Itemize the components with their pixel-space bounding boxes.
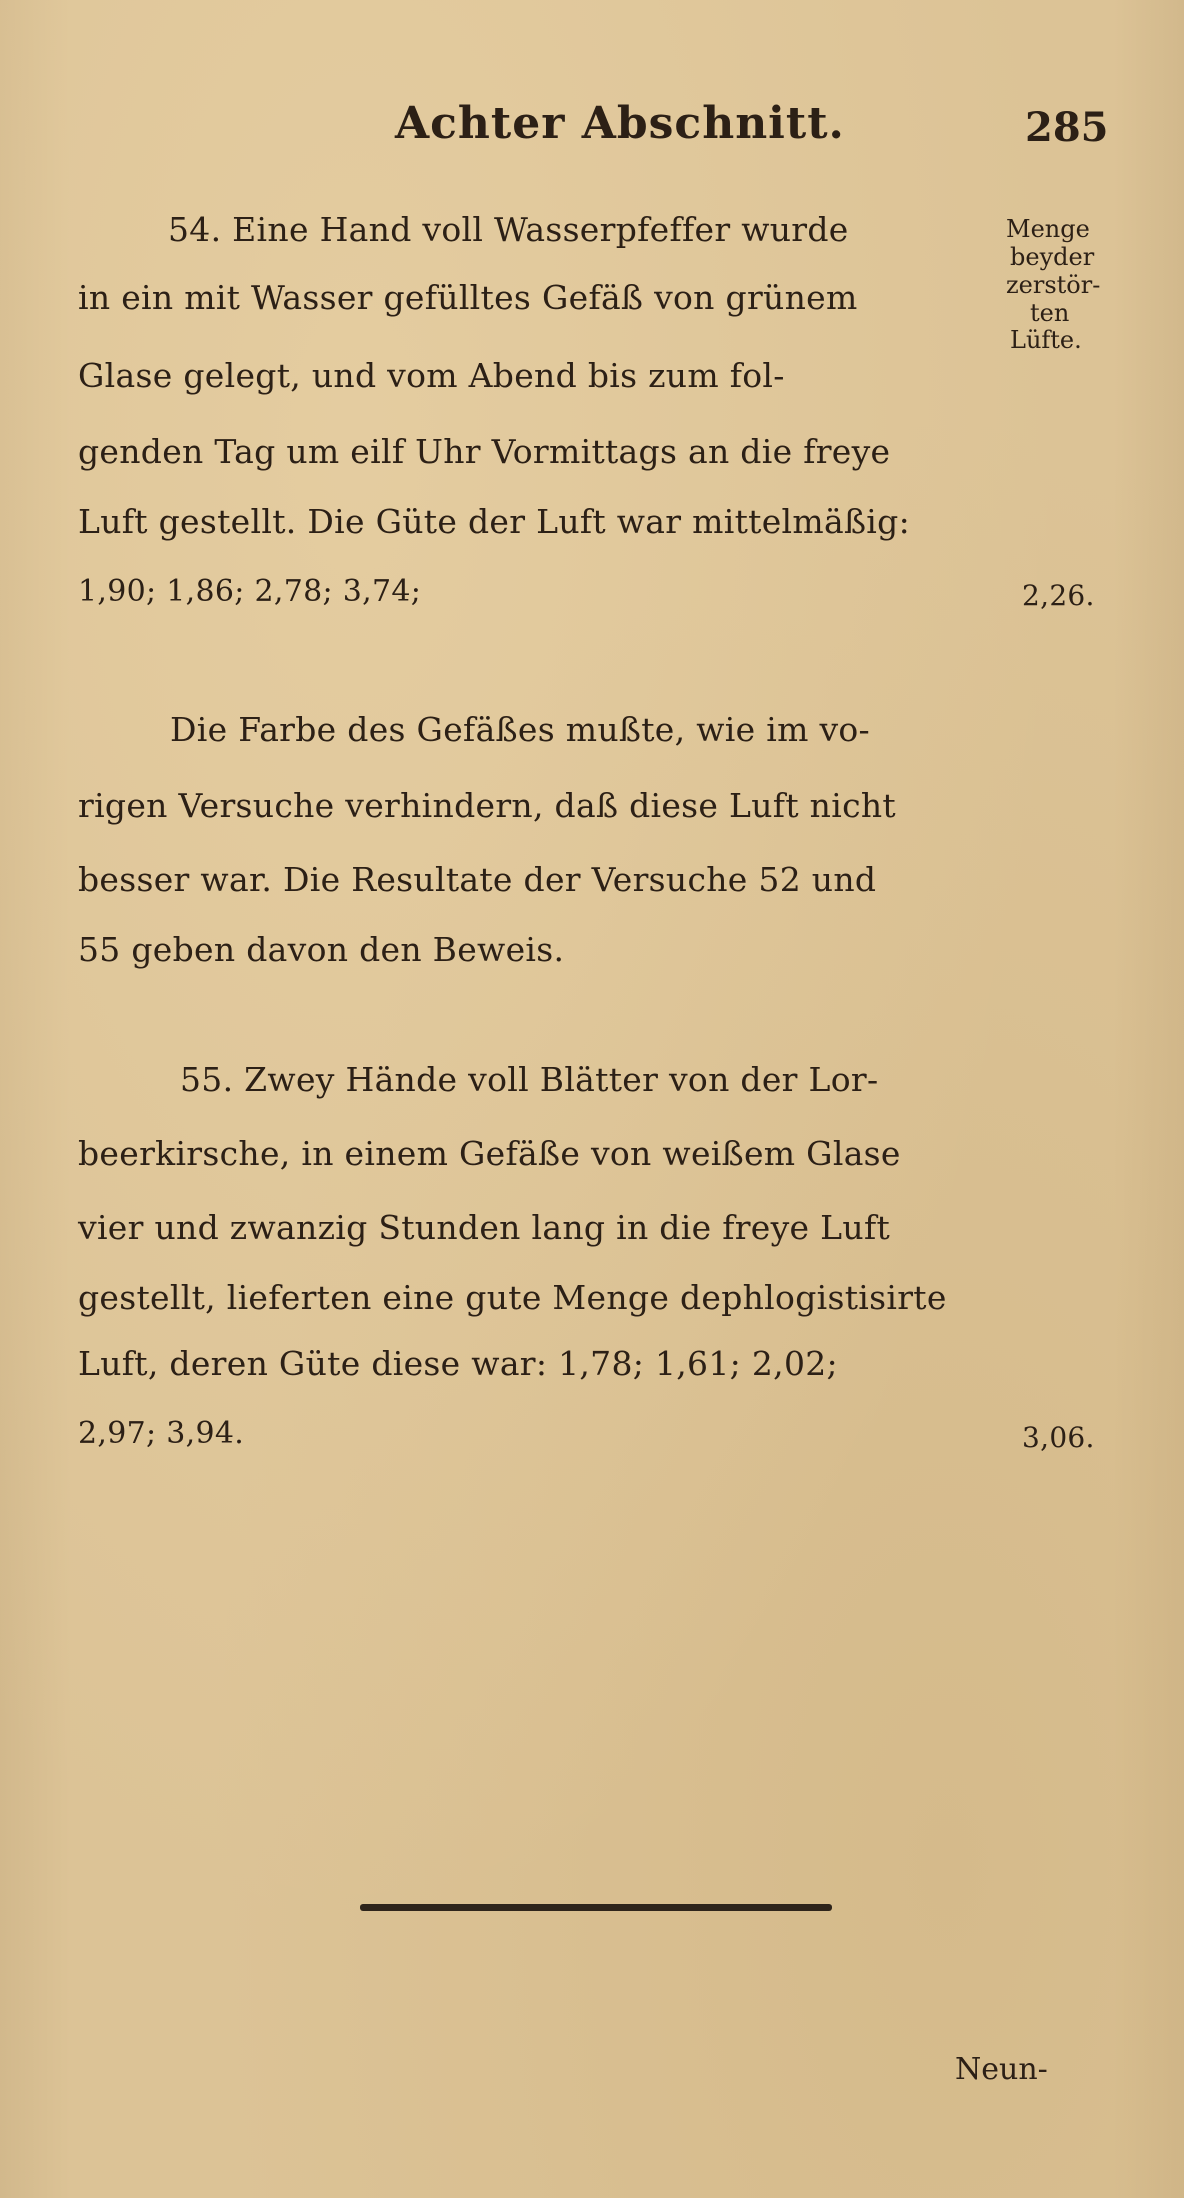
text-line: Die Farbe des Gefäßes mußte, wie im vo- xyxy=(170,710,871,749)
text-line: rigen Versuche verhindern, daß diese Luft nicht xyxy=(78,786,896,825)
chapter-title: Achter Abschnitt. xyxy=(395,98,845,149)
text-line: Luft gestellt. Die Güte der Luft war mittelmäßig: xyxy=(78,502,910,541)
margin-note-line: Lüfte. xyxy=(1010,326,1082,354)
text-line xyxy=(168,208,1000,252)
text-line: gestellt, lieferten eine gute Menge dephlogistisirte xyxy=(78,1278,947,1317)
margin-note-line: Menge xyxy=(1006,215,1090,243)
values-line: 2,97; 3,94. xyxy=(78,1416,245,1451)
divider-rule xyxy=(360,1904,832,1911)
text-line: genden Tag um eilf Uhr Vormittags an die freye xyxy=(78,432,891,471)
text-line: beerkirsche, in einem Gefäße von weißem Glase xyxy=(78,1134,901,1173)
text-line: 55 geben davon den Beweis. xyxy=(78,930,565,969)
margin-note-line: beyder xyxy=(1010,243,1095,271)
text-line: besser war. Die Resultate der Versuche 52 und xyxy=(78,860,877,899)
margin-value: 2,26. xyxy=(1022,579,1095,612)
line-text: 54. Eine Hand voll Wasserpfeffer wurde xyxy=(168,210,849,249)
text-line: Luft, deren Güte diese war: 1,78; 1,61; 2,02; xyxy=(78,1344,838,1383)
text-line: 55. Zwey Hände voll Blätter von der Lor- xyxy=(180,1060,879,1099)
margin-note-line: ten xyxy=(1030,299,1070,327)
page-number: 285 xyxy=(1025,104,1109,151)
margin-note-line: zerstör- xyxy=(1006,271,1101,299)
text-line: in ein mit Wasser gefülltes Gefäß von grünem xyxy=(78,278,858,317)
catchword: Neun- xyxy=(955,2052,1048,2087)
margin-value: 3,06. xyxy=(1022,1421,1095,1454)
values-line: 1,90; 1,86; 2,78; 3,74; xyxy=(78,574,422,609)
text-line: Glase gelegt, und vom Abend bis zum fol- xyxy=(78,356,785,395)
text-line: vier und zwanzig Stunden lang in die freye Luft xyxy=(78,1208,891,1247)
